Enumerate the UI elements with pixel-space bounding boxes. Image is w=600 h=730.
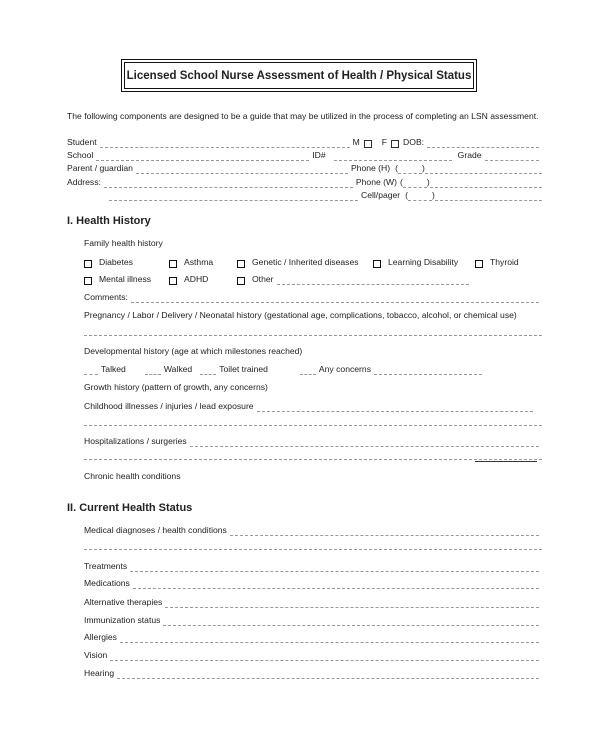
phone-h-label: Phone (H) <box>350 163 391 173</box>
student-row <box>67 136 542 148</box>
id-field[interactable] <box>334 152 452 161</box>
hospital-field[interactable] <box>190 438 539 447</box>
walked-field[interactable] <box>145 366 161 375</box>
dob-label: DOB: <box>403 137 425 147</box>
checkbox-diabetes[interactable] <box>84 256 133 268</box>
checkbox-label: Learning Disability <box>388 257 459 267</box>
cell-area[interactable] <box>408 192 432 201</box>
status-label: Vision <box>84 650 108 660</box>
checkbox-icon[interactable] <box>169 260 177 268</box>
male-checkbox[interactable] <box>364 140 372 148</box>
cell-label: Cell/pager <box>361 190 401 200</box>
childhood-field[interactable] <box>257 403 533 412</box>
checkbox-icon[interactable] <box>475 260 483 268</box>
checkbox-icon[interactable] <box>84 277 92 285</box>
section-1-heading: I. Health History <box>67 215 151 227</box>
m-label: M <box>352 137 360 147</box>
status-field-2[interactable] <box>84 549 542 550</box>
phone-h-area[interactable] <box>398 165 422 174</box>
student-field[interactable] <box>100 139 350 148</box>
comments-row <box>84 291 542 303</box>
school-label: School <box>67 150 94 160</box>
checkbox-label: Thyroid <box>490 257 519 267</box>
cell-field[interactable] <box>435 192 542 201</box>
status-row <box>84 649 542 661</box>
intro-text: The following components are designed to be a guide that may be utilized in the process of completing an LSN assessment. <box>67 111 539 121</box>
paren: ( <box>395 163 398 173</box>
status-field[interactable] <box>163 617 539 626</box>
comments-field[interactable] <box>131 294 539 303</box>
toilet-label: Toilet trained <box>219 364 268 374</box>
checkbox-asthma[interactable] <box>169 256 213 268</box>
hospital-label: Hospitalizations / surgeries <box>84 436 187 446</box>
chronic-line[interactable] <box>475 461 537 462</box>
status-label: Allergies <box>84 632 117 642</box>
hospital-row <box>84 435 542 447</box>
status-field[interactable] <box>120 634 539 643</box>
checkbox-learning[interactable] <box>373 256 458 268</box>
section-2-heading: II. Current Health Status <box>67 502 193 514</box>
concerns-age-field[interactable] <box>300 366 316 375</box>
checkbox-icon[interactable] <box>373 260 381 268</box>
school-row <box>67 149 542 161</box>
title-box <box>121 59 477 92</box>
address-row <box>67 176 542 188</box>
address2-row <box>106 189 542 201</box>
milestones-row <box>84 363 485 375</box>
checkbox-label: Asthma <box>184 257 214 267</box>
student-label: Student <box>67 137 97 147</box>
status-row <box>84 631 542 643</box>
status-row <box>84 614 542 626</box>
concerns-label: Any concerns <box>318 364 371 374</box>
growth-label: Growth history (pattern of growth, any concerns) <box>84 382 268 392</box>
checkbox-label: Diabetes <box>99 257 133 267</box>
pregnancy-field[interactable] <box>84 335 542 336</box>
checkbox-label: Other <box>252 274 274 284</box>
status-row <box>84 577 542 589</box>
chronic-label: Chronic health conditions <box>84 471 181 481</box>
status-label: Alternative therapies <box>84 597 163 607</box>
status-label: Treatments <box>84 561 128 571</box>
checkbox-thyroid[interactable] <box>475 256 519 268</box>
checkbox-icon[interactable] <box>237 260 245 268</box>
phone-w-field[interactable] <box>430 179 542 188</box>
form-title: Licensed School Nurse Assessment of Health / Physical Status <box>124 62 474 89</box>
concerns-field[interactable] <box>374 366 482 375</box>
checkbox-mental[interactable] <box>84 273 151 285</box>
status-field[interactable] <box>230 527 539 536</box>
paren: ) <box>421 163 425 173</box>
phone-h-field[interactable] <box>425 165 542 174</box>
id-label: ID# <box>312 150 326 160</box>
status-field[interactable] <box>117 670 539 679</box>
status-label: Medical diagnoses / health conditions <box>84 525 227 535</box>
comments-label: Comments: <box>84 292 128 302</box>
checkbox-label: Genetic / Inherited diseases <box>252 257 359 267</box>
status-field[interactable] <box>133 580 539 589</box>
checkbox-icon[interactable] <box>169 277 177 285</box>
address-field[interactable] <box>104 179 353 188</box>
other-field[interactable] <box>277 276 469 285</box>
status-label: Hearing <box>84 668 115 678</box>
school-field[interactable] <box>96 152 309 161</box>
pregnancy-label: Pregnancy / Labor / Delivery / Neonatal history (gestational age, complications, tobacco, alcohol, or chemical use) <box>84 310 517 320</box>
status-row <box>84 596 542 608</box>
f-label: F <box>381 137 388 147</box>
hospital-field-2[interactable] <box>84 459 542 460</box>
parent-field[interactable] <box>136 165 348 174</box>
childhood-row <box>84 400 536 412</box>
dob-field[interactable] <box>427 139 539 148</box>
parent-label: Parent / guardian <box>67 163 133 173</box>
status-label: Medications <box>84 578 130 588</box>
status-field[interactable] <box>130 563 539 572</box>
developmental-label: Developmental history (age at which milestones reached) <box>84 346 303 356</box>
talked-label: Talked <box>101 364 126 374</box>
parent-row <box>67 162 542 174</box>
checkbox-other[interactable] <box>237 273 472 285</box>
phone-w-area[interactable] <box>403 179 427 188</box>
talked-field[interactable] <box>84 366 98 375</box>
childhood-label: Childhood illnesses / injuries / lead exposure <box>84 401 254 411</box>
checkbox-label: Mental illness <box>99 274 152 284</box>
grade-field[interactable] <box>485 152 539 161</box>
address-label: Address: <box>67 177 101 187</box>
checkbox-adhd[interactable] <box>169 273 208 285</box>
status-label: Immunization status <box>84 615 161 625</box>
paren: ) <box>432 190 435 200</box>
phone-w-label: Phone (W) <box>355 177 397 187</box>
checkbox-icon[interactable] <box>84 260 92 268</box>
walked-label: Walked <box>163 364 193 374</box>
checkbox-icon[interactable] <box>237 277 245 285</box>
address2-field[interactable] <box>109 192 358 201</box>
paren: ) <box>426 177 430 187</box>
status-field[interactable] <box>165 599 539 608</box>
status-row <box>84 524 542 536</box>
grade-label: Grade <box>457 150 482 160</box>
status-field[interactable] <box>110 652 539 661</box>
family-label: Family health history <box>84 238 163 248</box>
female-checkbox[interactable] <box>391 140 399 148</box>
childhood-field-2[interactable] <box>84 425 542 426</box>
checkbox-genetic[interactable] <box>237 256 359 268</box>
paren: ( <box>405 190 409 200</box>
status-row <box>84 667 542 679</box>
status-row <box>84 560 542 572</box>
toilet-field[interactable] <box>200 366 216 375</box>
checkbox-label: ADHD <box>184 274 209 284</box>
paren: ( <box>400 177 403 187</box>
